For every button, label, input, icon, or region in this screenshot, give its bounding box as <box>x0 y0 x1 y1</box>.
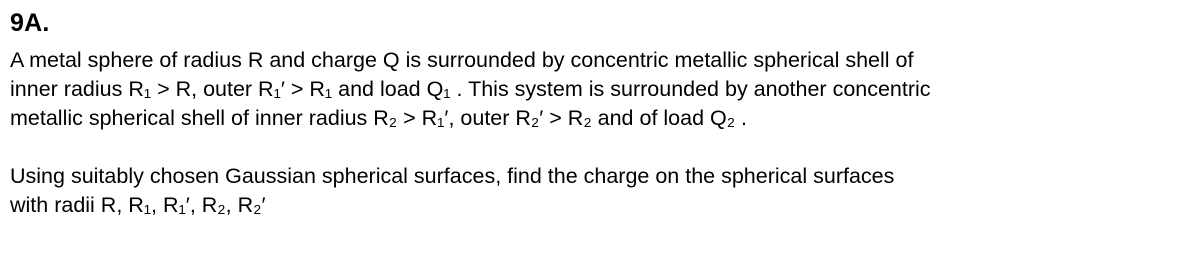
problem-question-paragraph <box>10 162 1190 220</box>
problem-number-heading: 9A. <box>10 9 50 37</box>
statement-line-3: metallic spherical shell of inner radius R₂ > R₁′, outer R₂′ > R₂ and of load Q₂ . <box>10 106 748 130</box>
problem-statement-paragraph <box>10 46 1190 133</box>
question-line-1: Using suitably chosen Gaussian spherical surfaces, find the charge on the spherical surfaces <box>10 164 895 188</box>
statement-line-1: A metal sphere of radius R and charge Q is surrounded by concentric metallic spherical shell of <box>10 48 914 72</box>
problem-document <box>10 6 1190 220</box>
question-line-2: with radii R, R₁, R₁′, R₂, R₂′ <box>10 193 266 217</box>
statement-line-2: inner radius R₁ > R, outer R₁′ > R₁ and load Q₁ . This system is surrounded by another concentric <box>10 77 931 101</box>
